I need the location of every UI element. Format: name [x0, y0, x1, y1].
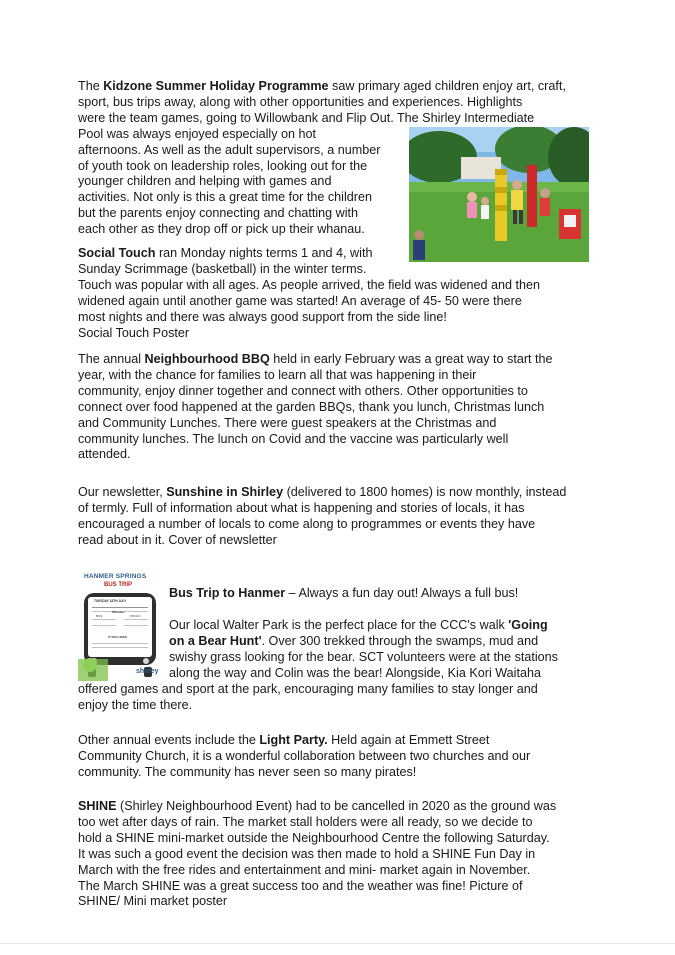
text: – Always a fun day out! Always a full bus! [285, 586, 519, 600]
bbq-line: and Community Lunches. There were guest speakers at the Christmas and [78, 415, 497, 430]
social-touch-line: Touch was popular with all ages. As people arrived, the field was widened and then [78, 277, 541, 292]
newsletter-title: Sunshine in Shirley [166, 485, 284, 499]
poster-heading: HANMER SPRINGS [84, 573, 147, 580]
text: Held again at Emmett Street [327, 733, 490, 747]
bus-trip-line [169, 586, 589, 602]
page-bottom-divider [0, 943, 675, 944]
bear-hunt-line: enjoy the time there. [78, 697, 193, 712]
poster-date: TUESDAY 18TH JULY [94, 599, 127, 603]
text: The annual [78, 352, 145, 366]
kidzone-line: younger children and helping with games and [78, 174, 332, 189]
bear-hunt-title: 'Going [508, 618, 548, 632]
shine-line [78, 799, 598, 815]
kidzone-line: of youth took on leadership roles, looking out for the [78, 158, 368, 173]
kidzone-line: sport, bus trips away, along with other opportunities and experiences. Highlights [78, 94, 523, 109]
kidzone-line: activities. Not only is this a great time for the children [78, 190, 372, 205]
poster-section-2: IT INCLUDES [108, 635, 127, 639]
social-touch-paragraph [78, 246, 598, 341]
kidzone-line: Pool was always enjoyed especially on hot [78, 126, 317, 141]
bear-hunt-line: along the way and Colin was the bear! Alongside, Kia Kori Waitaha [169, 665, 541, 680]
social-touch-line: most nights and there was always good support from the side line! [78, 309, 447, 324]
text: saw primary aged children enjoy art, craft, [328, 79, 566, 93]
bear-hunt-title: on a Bear Hunt' [169, 633, 262, 648]
shine-title: SHINE [78, 799, 117, 813]
text: held in early February was a great way to start the [269, 352, 553, 366]
bbq-line: community, enjoy dinner together and connect with others. Other opportunities to [78, 383, 528, 398]
bbq-line: connect over food happened at the garden BBQs, thank you lunch, Christmas lunch [78, 399, 545, 414]
text: Other annual events include the [78, 733, 260, 747]
poster-col-right: POOLS [130, 614, 141, 618]
shine-line: March with the free rides and entertainment and mini- market again in November. [78, 862, 531, 877]
light-party-line: community. The community has never seen so many pirates! [78, 764, 417, 779]
social-touch-line: Social Touch Poster [78, 325, 190, 340]
bus-trip-poster [78, 571, 162, 681]
bear-hunt-line: swishy grass looking for the bear. SCT volunteers were at the stations [169, 649, 558, 664]
light-party-line [78, 733, 598, 749]
bbq-title: Neighbourhood BBQ [144, 352, 270, 366]
newsletter-line: of termly. Full of information about what is happening and stories of locals, it has [78, 500, 525, 515]
kidzone-title: Kidzone Summer Holiday Programme [103, 79, 329, 93]
bbq-line: community lunches. The lunch on Covid and the vaccine was particularly well [78, 431, 509, 446]
kidzone-line: were the team games, going to Willowbank and Flip Out. The Shirley Intermediate [78, 110, 535, 125]
newsletter-paragraph [78, 485, 598, 549]
social-touch-line: Sunday Scrimmage (basketball) in the winter terms. [78, 261, 367, 276]
social-touch-title: Social Touch [78, 246, 156, 260]
poster-section: PRICING [112, 610, 125, 614]
poster-subheading: BUS TRIP [104, 582, 133, 588]
text: The [78, 79, 104, 93]
social-touch-line [78, 246, 598, 262]
kidzone-photo-image [409, 127, 589, 262]
bbq-line: attended. [78, 447, 131, 462]
newsletter-line: read about in it. Cover of newsletter [78, 532, 277, 547]
bear-hunt-line [169, 618, 589, 634]
shine-line: The March SHINE was a great success too and the weather was fine! Picture of [78, 878, 523, 893]
light-party-title: Light Party. [259, 733, 328, 747]
poster-col-left: BUS [96, 614, 103, 618]
text: Our local Walter Park is the perfect place for the CCC's walk [169, 618, 509, 632]
kidzone-line: but the parents enjoy connecting and chatting with [78, 206, 359, 221]
bbq-paragraph [78, 352, 598, 463]
bbq-line [78, 352, 598, 368]
newsletter-line: encouraged a number of locals to come along to programmes or events they have [78, 516, 536, 531]
bear-hunt-paragraph-bottom [78, 682, 598, 714]
bear-hunt-line [169, 634, 589, 650]
light-party-line: Community Church, it is a wonderful collaboration between two churches and our [78, 748, 531, 763]
text: Our newsletter, [78, 485, 167, 499]
newsletter-line [78, 485, 598, 501]
kidzone-line: afternoons. As well as the adult supervisors, a number [78, 142, 381, 157]
bear-hunt-line: offered games and sport at the park, encouraging many families to stay longer and [78, 682, 538, 696]
shine-line: hold a SHINE mini-market outside the Neighbourhood Centre the following Saturday. [78, 830, 550, 845]
bus-trip-paragraph [169, 586, 589, 602]
shine-line: too wet after days of rain. The market stall holders were all ready, so we decide to [78, 814, 533, 829]
bear-hunt-paragraph-top [169, 618, 589, 682]
bbq-line: year, with the chance for families to learn all that was happening in their [78, 367, 477, 382]
poster-brand: shirley [136, 668, 159, 675]
light-party-paragraph [78, 733, 598, 781]
text: ran Monday nights terms 1 and 4, with [155, 246, 373, 260]
kidzone-line: each other as they drop off or pick up their whanau. [78, 222, 365, 237]
social-touch-line: widened again until another game was started! An average of 45- 50 were there [78, 293, 522, 308]
shine-line: SHINE/ Mini market poster [78, 894, 228, 909]
kidzone-line [78, 79, 598, 95]
text: (delivered to 1800 homes) is now monthly, instead [283, 485, 567, 499]
text: (Shirley Neighbourhood Event) had to be cancelled in 2020 as the ground was [116, 799, 557, 813]
shine-line: It was such a good event the decision was then made to hold a SHINE Fun Day in [78, 846, 536, 861]
kidzone-photo [409, 127, 589, 262]
text: . Over 300 trekked through the swamps, mud and [261, 633, 539, 648]
shine-paragraph [78, 799, 598, 910]
bus-trip-title: Bus Trip to Hanmer [169, 586, 286, 600]
